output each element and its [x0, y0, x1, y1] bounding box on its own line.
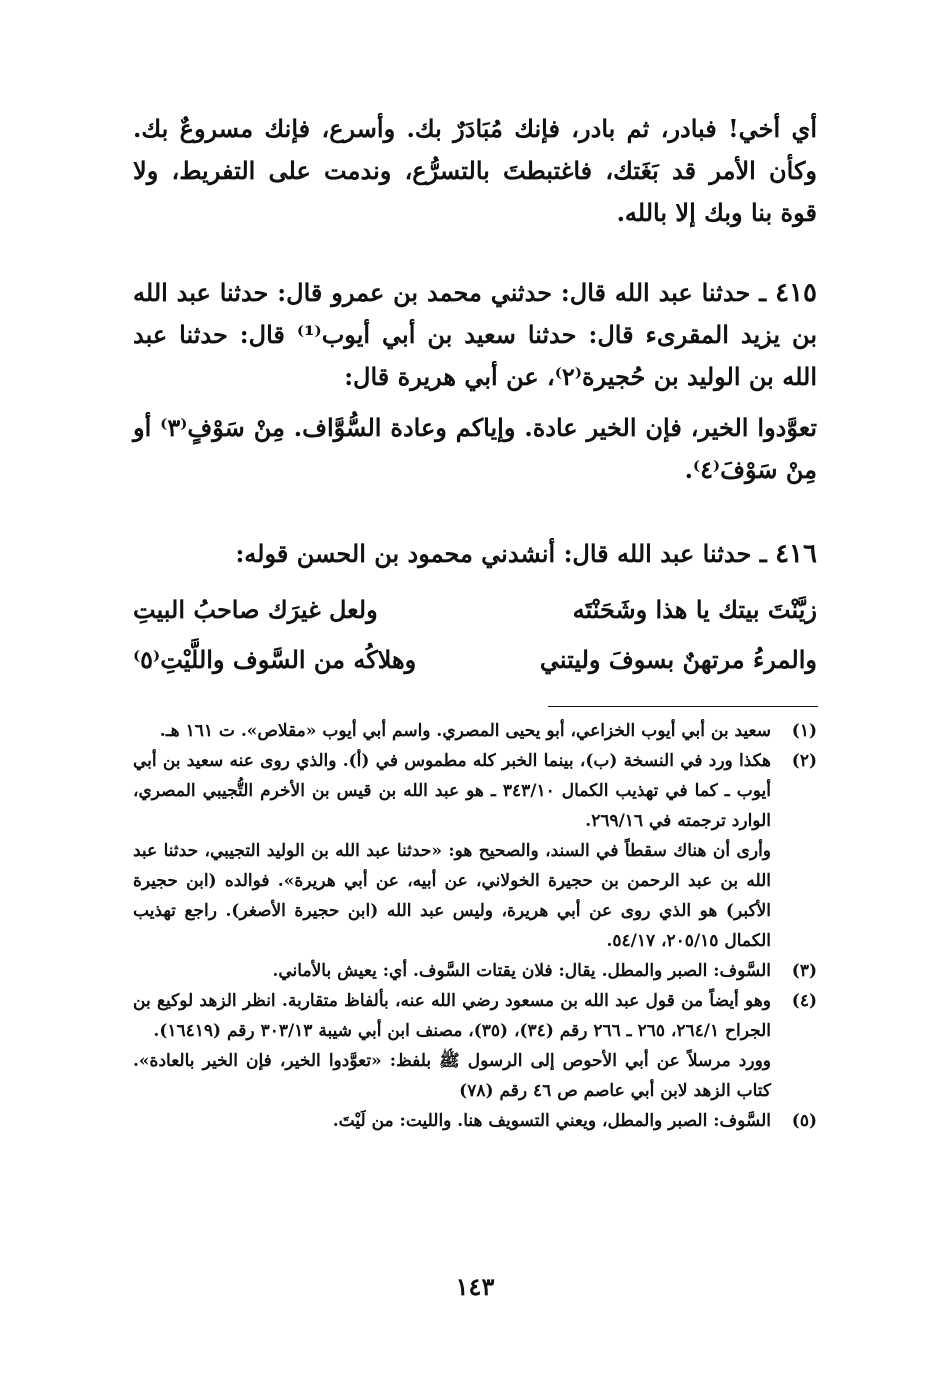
poem-first-hemistich: زيَّنْتَ بيتك يا هذا وشَحَنْتَه [572, 595, 817, 624]
footnote-number: (٢) [791, 751, 817, 771]
poem-first-hemistich: والمرءُ مرتهنٌ بسوفَ وليتني [539, 645, 817, 674]
footnote-2 [133, 746, 817, 956]
footnote-divider [548, 706, 818, 707]
page-number: ١٤٣ [455, 1272, 495, 1301]
footnote-number: (٤) [791, 991, 817, 1011]
hadith-chain: ـ حدثنا عبد الله قال: حدثني محمد بن عمرو قال: حدثنا عبد الله بن يزيد المقرىء قال: حدثنا سعيد بن أبي أيوب⁽¹⁾ قال: حدثنا عبد الله بن الوليد بن حُجيرة⁽٢⁾، عن أبي هريرة قال: [133, 278, 817, 391]
footnote-text: السَّوف: الصبر والمطل. يقال: فلان يقتات السَّوف. أي: يعيش بالأماني. [272, 961, 771, 981]
hadith-416 [133, 533, 817, 575]
hadith-number: ٤١٥ [775, 278, 818, 308]
footnote-text: سعيد بن أبي أيوب الخزاعي، أبو يحيى المصري. واسم أبي أيوب «مقلاص». ت ١٦١ هـ. [159, 721, 771, 741]
footnote-number: (٣) [791, 961, 817, 981]
footnote-1 [133, 716, 817, 746]
footnote-text-continued: وأرى أن هناك سقطاً في السند، والصحيح هو: «حدثنا عبد الله بن الوليد التجيبي، حدثنا عبد الله بن عبد الرحمن بن حجيرة الخولاني، عن أبيه، عن أبي هريرة». فوالده (ابن حجيرة الأكبر) هو الذي روى عن أبي هريرة، وليس عبد الله (ابن حجيرة الأصغر). راجع تهذيب الكمال ٢٠٥/١٥، ٥٤/١٧. [133, 841, 771, 951]
hadith-415 [133, 272, 817, 398]
hadith-chain: ـ حدثنا عبد الله قال: أنشدني محمود بن الحسن قوله: [235, 539, 767, 568]
poem [133, 585, 817, 685]
paragraph-exhortation: أي أخي! فبادر، ثم بادر، فإنك مُبَادَرٌ بك. وأسرع، فإنك مسروعٌ بك. وكأن الأمر قد بَغَتك، فاغتبطتَ بالتسرُّع، وندمت على التفريط، ولا قوة بنا وبك إلا بالله. [133, 114, 817, 227]
footnote-number: (٥) [791, 1111, 817, 1131]
footnote-text: وهو أيضاً من قول عبد الله بن مسعود رضي الله عنه، بألفاظ متقاربة. انظر الزهد لوكيع بن الجراح ٢٦٤/١، ٢٦٥ ـ ٢٦٦ رقم (٣٤)، (٣٥)، مصنف ابن أبي شيبة ٣٠٣/١٣ رقم (١٦٤١٩). [133, 991, 771, 1041]
footnote-text: السَّوف: الصبر والمطل، ويعني التسويف هنا. والليت: من لَيْتَ. [332, 1111, 771, 1131]
footnote-text-continued: وورد مرسلاً عن أبي الأحوص إلى الرسول ﷺ بلفظ: «تعوَّدوا الخير، فإن الخير بالعادة». كتاب الزهد لابن أبي عاصم ص ٤٦ رقم (٧٨) [133, 1051, 771, 1101]
hadith-415-quote: تعوَّدوا الخير، فإن الخير عادة. وإياكم وعادة السُّوَّاف. مِنْ سَوْفٍ⁽٣⁾ أو مِنْ سَوْفَ⁽٤⁾. [133, 413, 818, 484]
poem-verse [133, 585, 817, 635]
footnotes [133, 716, 817, 1136]
footnote-3 [133, 956, 817, 986]
hadith-number: ٤١٦ [775, 539, 817, 569]
footnote-number: (١) [791, 721, 817, 741]
poem-second-hemistich: ولعل غيرَك صاحبُ البيتِ [133, 595, 378, 624]
footnote-text: هكذا ورد في النسخة (ب)، بينما الخبر كله مطموس في (أ). والذي روى عنه سعيد بن أبي أيوب ـ كما في تهذيب الكمال ٣٤٣/١٠ ـ هو عبد الله بن قيس بن الأخرم التُّجيبي المصري، الوارد ترجمته في ٢٦٩/١٦. [133, 751, 771, 831]
poem-second-hemistich: وهلاكُه من السَّوف واللَّيْتِ⁽٥⁾ [133, 645, 417, 674]
poem-verse [133, 635, 817, 685]
footnote-5 [133, 1106, 817, 1136]
footnote-4 [133, 986, 817, 1106]
